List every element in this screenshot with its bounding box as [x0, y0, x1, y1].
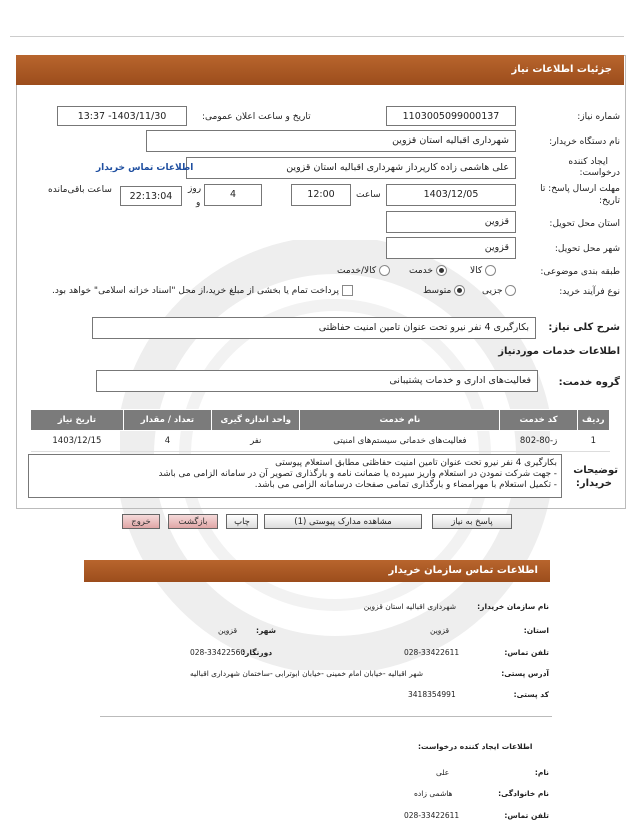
province-label-2: استان:: [523, 626, 549, 635]
creator-heading: اطلاعات ایجاد کننده درخواست:: [418, 742, 533, 751]
day-label: روز: [188, 184, 202, 194]
creator-label-1: ایجاد کننده: [568, 157, 608, 167]
deadline-date-field: 1403/12/05: [386, 184, 516, 206]
print-button[interactable]: چاپ: [226, 514, 258, 529]
address-label: آدرس پستی:: [501, 669, 549, 678]
category-option-goods[interactable]: کالا: [470, 265, 496, 276]
need-number-field: 1103005099000137: [386, 106, 516, 126]
radio-icon[interactable]: [505, 285, 516, 296]
org-name-value: شهرداری اقبالیه استان قزوین: [363, 602, 456, 611]
col-header: واحد اندازه گیری: [212, 410, 300, 431]
city-label-2: شهر:: [256, 626, 276, 635]
process-option-medium[interactable]: متوسط: [423, 285, 465, 296]
cell: 1403/12/15: [31, 431, 124, 452]
col-header: تعداد / مقدار: [123, 410, 211, 431]
back-button[interactable]: بازگشت: [168, 514, 218, 529]
creator-phone-label: تلفن تماس:: [504, 811, 549, 820]
summary-label: شرح کلی نیاز:: [548, 322, 620, 333]
last-name-value: هاشمی زاده: [414, 789, 453, 798]
city-label: شهر محل تحویل:: [554, 244, 620, 254]
creator-phone-value: 028-33422611: [404, 811, 460, 820]
cell: فعالیت‌های خدماتی سیستم‌های امنیتی: [300, 431, 500, 452]
table-row: [31, 431, 610, 452]
announce-field: 1403/11/30- 13:37: [57, 106, 187, 126]
and-label: و: [196, 198, 201, 208]
remaining-label: ساعت باقی‌مانده: [48, 185, 112, 195]
address-value: شهر اقبالیه -خیابان امام خمینی -خیابان ابوترابی -ساختمان شهرداری اقبالیه: [190, 669, 424, 678]
buyer-notes-box: [28, 454, 562, 498]
radio-icon[interactable]: [379, 265, 390, 276]
buyer-notes-label-1: توضیحات: [573, 465, 618, 476]
deadline-label-2: تاریخ:: [599, 196, 620, 206]
first-name-value: علی: [436, 768, 450, 777]
table-header-row: [31, 410, 610, 431]
cell: 4: [123, 431, 211, 452]
days-field: 4: [204, 184, 262, 206]
category-option-service[interactable]: خدمت: [409, 265, 447, 276]
fax-label: دورنگار:: [242, 648, 273, 657]
last-name-label: نام خانوادگی:: [498, 789, 549, 798]
city-value-2: قزوین: [218, 626, 238, 635]
note-line: بکارگیری 4 نفر نیرو تحت عنوان تامین امنیت حفاظتی مطابق استعلام پیوستی: [275, 458, 557, 468]
need-number-label: شماره نیاز:: [577, 112, 620, 122]
panel-header: جزئیات اطلاعات نیاز: [16, 55, 624, 85]
buyer-org-label: نام دستگاه خریدار:: [549, 137, 620, 147]
phone-label: تلفن تماس:: [504, 648, 549, 657]
exit-button[interactable]: خروج: [122, 514, 160, 529]
service-group-label: گروه خدمت:: [558, 377, 620, 388]
reply-button[interactable]: پاسخ به نیاز: [432, 514, 512, 529]
deadline-time-field: 12:00: [291, 184, 351, 206]
deadline-label-1: مهلت ارسال پاسخ: تا: [540, 184, 620, 194]
col-header: ردیف: [577, 410, 609, 431]
first-name-label: نام:: [534, 768, 549, 777]
top-divider: [10, 36, 624, 37]
buyer-contact-link[interactable]: اطلاعات تماس خریدار: [96, 163, 194, 173]
items-table: [30, 409, 610, 452]
city-field: قزوین: [386, 237, 516, 259]
category-option-both[interactable]: کالا/خدمت: [337, 265, 390, 276]
province-label: استان محل تحویل:: [549, 219, 620, 229]
remaining-time-field: 22:13:04: [120, 186, 182, 206]
org-name-label: نام سازمان خریدار:: [477, 602, 549, 611]
contact-header: اطلاعات تماس سازمان خریدار: [84, 560, 550, 582]
category-label: طبقه بندی موضوعی:: [540, 267, 620, 277]
col-header: نام خدمت: [300, 410, 500, 431]
radio-selected-icon[interactable]: [454, 285, 465, 296]
services-heading: اطلاعات خدمات موردنیاز: [498, 346, 620, 357]
radio-selected-icon[interactable]: [436, 265, 447, 276]
cell: 1: [577, 431, 609, 452]
radio-icon[interactable]: [485, 265, 496, 276]
fax-value: 028-33422560: [190, 648, 246, 657]
postal-label: کد پستی:: [513, 690, 549, 699]
announce-label: تاریخ و ساعت اعلان عمومی:: [202, 112, 311, 122]
contact-divider: [100, 716, 552, 717]
view-docs-button[interactable]: مشاهده مدارک پیوستی (1): [264, 514, 422, 529]
process-label: نوع فرآیند خرید:: [559, 287, 620, 297]
creator-label-2: درخواست:: [579, 168, 620, 178]
buyer-org-field: شهرداری اقبالیه استان قزوین: [146, 130, 516, 152]
service-group-field: فعالیت‌های اداری و خدمات پشتیبانی: [96, 370, 538, 392]
note-line: - تکمیل استعلام با مهرامضاء و بارگذاری تمامی صفحات درسامانه الزامی می باشد.: [254, 480, 557, 490]
col-header: کد خدمت: [500, 410, 577, 431]
province-value-2: قزوین: [430, 626, 450, 635]
time-label: ساعت: [356, 190, 381, 200]
payment-note[interactable]: پرداخت تمام یا بخشی از مبلغ خرید،از محل "اسناد خزانه اسلامی" خواهد بود.: [52, 285, 353, 296]
cell: نفر: [212, 431, 300, 452]
province-field: قزوین: [386, 211, 516, 233]
buyer-notes-label-2: خریدار:: [575, 478, 612, 489]
creator-field: علی هاشمی زاده کارپرداز شهرداری اقبالیه استان قزوین: [186, 157, 516, 179]
summary-field: بکارگیری 4 نفر نیرو تحت عنوان تامین امنیت حفاظتی: [92, 317, 536, 339]
process-option-minor[interactable]: جزیی: [482, 285, 516, 296]
postal-value: 3418354991: [408, 690, 456, 699]
phone-value: 028-33422611: [404, 648, 460, 657]
cell: ز-80-802: [500, 431, 577, 452]
note-line: - جهت شرکت نمودن در استعلام واریز سپرده یا ضمانت نامه و بارگذاری تصویر آن در سامانه الزامی می باشد: [158, 469, 557, 479]
checkbox-icon[interactable]: [342, 285, 353, 296]
col-header: تاریخ نیاز: [31, 410, 124, 431]
